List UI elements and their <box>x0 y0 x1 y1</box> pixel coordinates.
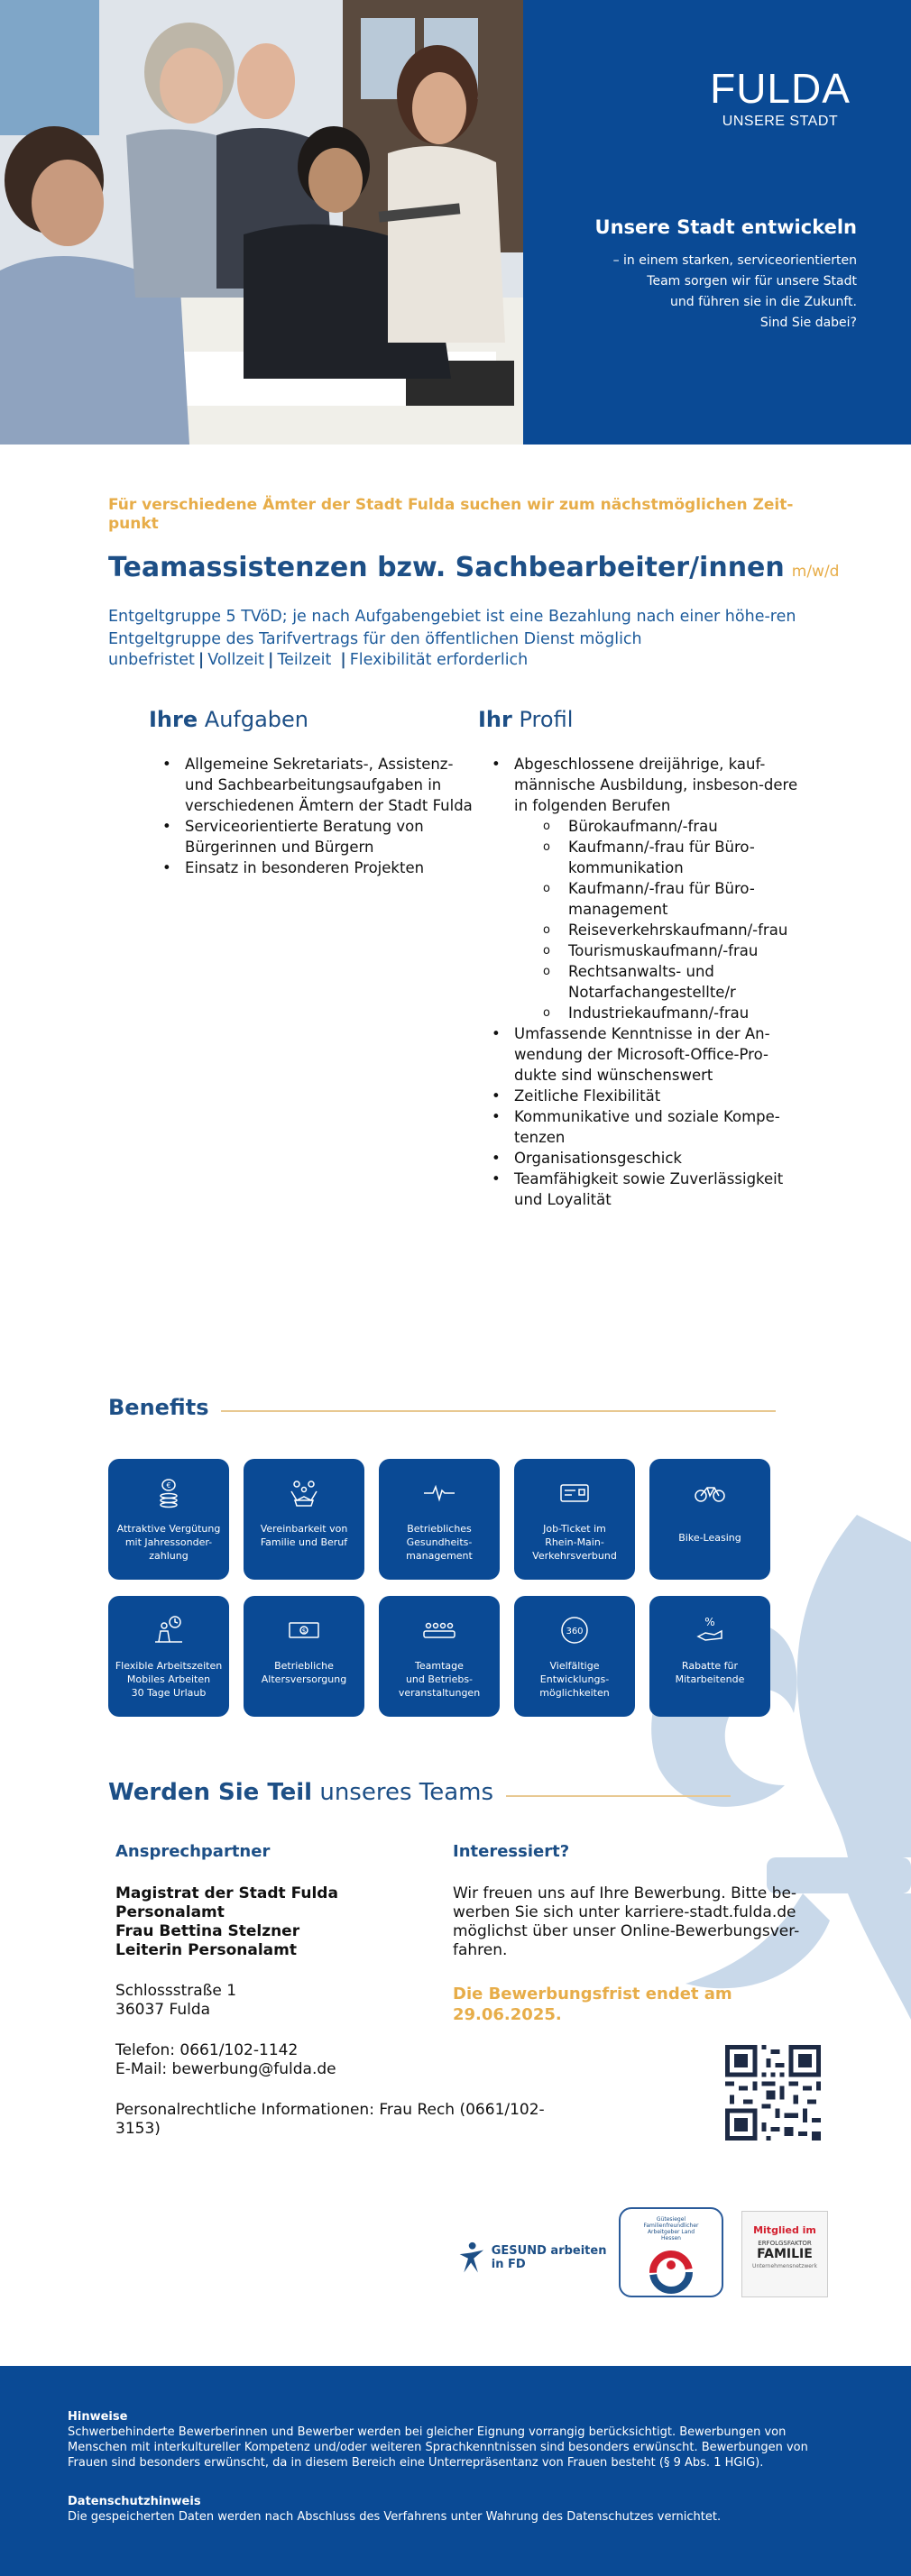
tag: Vollzeit <box>207 651 265 669</box>
bike-icon <box>692 1475 728 1511</box>
privacy-text: Die gespeicherten Daten werden nach Abschluss des Verfahrens unter Wahrung des Datenschutzes vernichtet. <box>68 2510 722 2524</box>
bgm-label: GESUND arbeiten in FD <box>491 2244 607 2271</box>
list-item: • Umfassende Kenntnisse in der An-wendung der Microsoft-Office-Pro-dukte sind wünschenswert <box>492 1023 803 1086</box>
brand-name: FULDA <box>710 65 851 112</box>
header-banner <box>0 0 911 445</box>
profile-heading: Ihr Profil <box>478 707 574 732</box>
list-item: • Organisationsgeschick <box>492 1148 803 1169</box>
benefit-tile <box>244 1459 364 1580</box>
benefit-label: Bike-Leasing <box>678 1532 741 1544</box>
team-photo <box>0 0 523 445</box>
fulda-logo <box>704 65 857 130</box>
tag: unbefristet <box>108 651 195 669</box>
svg-text:$: $ <box>301 1627 307 1635</box>
benefit-label: Job-Ticket im Rhein-Main- Verkehrsverbund <box>532 1523 617 1562</box>
footer <box>0 2366 911 2576</box>
tasks-section <box>149 707 474 878</box>
list-item: • Kommunikative und soziale Kompe-tenzen <box>492 1106 803 1148</box>
pension-icon <box>286 1612 322 1648</box>
development-icon <box>557 1612 593 1648</box>
benefit-tile <box>514 1459 635 1580</box>
benefit-tile <box>379 1459 500 1580</box>
benefits-heading <box>108 1395 776 1420</box>
benefit-tile <box>649 1596 770 1717</box>
benefit-tile <box>514 1596 635 1717</box>
tag: Flexibilität erforderlich <box>349 651 529 669</box>
hero-text <box>532 216 857 334</box>
svg-text:%: % <box>704 1616 715 1628</box>
interest-text: Wir freuen uns auf Ihre Bewerbung. Bitte be-werben Sie sich unter karriere-stadt.fulda.de möglichst über unser Online-Bewerbungsver-fahren. <box>453 1884 800 1959</box>
seal-icon <box>640 2245 703 2299</box>
hero-line: und führen sie in die Zukunft. <box>670 295 857 309</box>
contact-phone: Telefon: 0661/102-1142 <box>115 2041 299 2059</box>
hero-line: Sind Sie dabei? <box>759 316 857 330</box>
flexible-work-icon <box>151 1612 187 1648</box>
list-item: o Industriekaufmann/-frau <box>543 1003 803 1023</box>
benefit-label: Rabatte für Mitarbeitende <box>675 1660 745 1685</box>
list-item: o Reiseverkehrskaufmann/-frau <box>543 920 803 940</box>
divider <box>506 1795 731 1797</box>
team-title: Werden Sie Teil unseres Teams <box>108 1779 494 1806</box>
interest-heading: Interessiert? <box>453 1842 570 1861</box>
list-item: • Teamfähigkeit sowie Zuverlässigkeit und Loyalität <box>492 1169 803 1210</box>
benefit-label: Vielfältige Entwicklungs- möglichkeiten <box>539 1660 610 1699</box>
list-item: o Kaufmann/-frau für Büro-management <box>543 878 803 920</box>
list-item: • Serviceorientierte Beratung von Bürgerinnen und Bürgern <box>162 816 474 857</box>
pay-grade: Entgeltgruppe 5 TVöD; je nach Aufgabengebiet ist eine Bezahlung nach einer höhe-ren Entgeltgruppe des Tarifvertrags für den öffentlichen Dienst möglich <box>108 608 796 648</box>
benefit-tile <box>244 1596 364 1717</box>
family-icon <box>286 1475 322 1511</box>
list-item: o Kaufmann/-frau für Büro-kommunikation <box>543 837 803 878</box>
svg-text:360: 360 <box>566 1627 584 1636</box>
benefit-tile <box>379 1596 500 1717</box>
contact-organization: Magistrat der Stadt Fulda Personalamt Frau Bettina Stelzner Leiterin Personalamt <box>115 1884 338 1959</box>
benefit-label: Vereinbarkeit von Familie und Beruf <box>260 1523 348 1548</box>
profile-section <box>478 707 803 1210</box>
list-item: • Einsatz in besonderen Projekten <box>162 857 474 878</box>
tasks-heading: Ihre Aufgaben <box>149 707 309 732</box>
familienfreundlich-seal: Gütesiegel Familienfreundlicher Arbeitgeber Land Hessen <box>619 2207 723 2297</box>
privacy-heading: Datenschutzhinweis <box>68 2495 201 2508</box>
pulse-icon <box>421 1475 457 1511</box>
contact-email[interactable]: E-Mail: bewerbung@fulda.de <box>115 2060 336 2078</box>
team-event-icon <box>421 1612 457 1648</box>
interest-section <box>453 1842 832 2025</box>
hero-title: Unsere Stadt entwickeln <box>594 216 857 238</box>
list-item: • Abgeschlossene dreijährige, kauf-männische Ausbildung, insbeson-dere in folgenden Berufen o Bürokaufmann/-frau o Kaufmann/-frau für Büro-kommunikation o Kaufmann/-frau für Büro-management o Reiseverkehrskaufmann/-frau o Tourismuskaufmann/-frau o Rechtsanwalts- und Notarfachangestellte/r o Industriekaufmann/-frau <box>492 754 803 1023</box>
list-item: o Bürokaufmann/-frau <box>543 816 803 837</box>
list-item: • Allgemeine Sekretariats-, Assistenz- und Sachbearbeitungsaufgaben in verschiedenen Ämtern der Stadt Fulda <box>162 754 474 816</box>
hr-info: Personalrechtliche Informationen: Frau Rech (0661/102-3153) <box>115 2101 545 2138</box>
contact-address: Schlossstraße 1 36037 Fulda <box>115 1982 237 2019</box>
benefit-label: Betriebliche Altersversorgung <box>261 1660 347 1685</box>
benefit-tile <box>108 1459 229 1580</box>
deadline: Die Bewerbungsfrist endet am 29.06.2025. <box>453 1985 732 2024</box>
divider <box>221 1410 776 1412</box>
intro-subtitle: Für verschiedene Ämter der Stadt Fulda suchen wir zum nächstmöglichen Zeit-punkt <box>108 496 794 533</box>
hints-heading: Hinweise <box>68 2410 128 2424</box>
tag: Teilzeit <box>277 651 332 669</box>
hints-text: Schwerbehinderte Bewerberinnen und Bewerber werden bei gleicher Eignung vorrangig berücksichtigt. Bewerbungen von Menschen mit interkultureller Kompetenz und/oder weiteren Sprachkenntnissen sind besonders erwünscht. Bewerbungen von Frauen sind besonders erwünscht, da in diesem Bereich eine Unterrepräsentanz von Frauen besteht (§ 9 Abs. 1 HGlG). <box>68 2425 808 2470</box>
erfolgsfaktor-familie-logo: Mitglied im ERFOLGSFAKTOR FAMILIE Unternehmensnetzwerk <box>741 2211 828 2297</box>
hero-line: – in einem starken, serviceorientierten <box>612 253 857 268</box>
gesund-arbeiten-logo <box>456 2231 611 2285</box>
hero-line: Team sorgen wir für unsere Stadt <box>647 274 857 289</box>
employment-tags: unbefristet | Vollzeit | Teilzeit | Flexibilität erforderlich <box>108 651 529 669</box>
job-title-text: Teamassistenzen bzw. Sachbearbeiter/innen <box>108 552 785 583</box>
benefit-tile <box>649 1459 770 1580</box>
job-title <box>108 552 839 583</box>
qr-code[interactable] <box>725 2045 821 2141</box>
figure-icon <box>456 2235 488 2280</box>
list-item: • Zeitliche Flexibilität <box>492 1086 803 1106</box>
benefit-label: Betriebliches Gesundheits- management <box>406 1523 473 1562</box>
benefit-label: Flexible Arbeitszeiten Mobiles Arbeiten 30 Tage Urlaub <box>115 1660 223 1699</box>
benefit-tile <box>108 1596 229 1717</box>
gender-note: m/w/d <box>791 563 840 581</box>
brand-subtitle: UNSERE STADT <box>722 114 839 129</box>
list-item: o Tourismuskaufmann/-frau <box>543 940 803 961</box>
list-item: o Rechtsanwalts- und Notarfachangestellte/r <box>543 961 803 1003</box>
svg-text:€: € <box>166 1481 171 1490</box>
discount-icon <box>692 1612 728 1648</box>
team-heading <box>108 1779 731 1806</box>
contact-phone-email <box>115 2041 566 2079</box>
benefits-title: Benefits <box>108 1395 209 1420</box>
coins-icon <box>151 1475 187 1511</box>
benefit-label: Attraktive Vergütung mit Jahressonder- zahlung <box>116 1523 221 1562</box>
benefit-label: Teamtage und Betriebs- veranstaltungen <box>398 1660 481 1699</box>
ticket-icon <box>557 1475 593 1511</box>
benefits-grid <box>108 1459 776 1717</box>
contact-heading: Ansprechpartner <box>115 1842 271 1861</box>
